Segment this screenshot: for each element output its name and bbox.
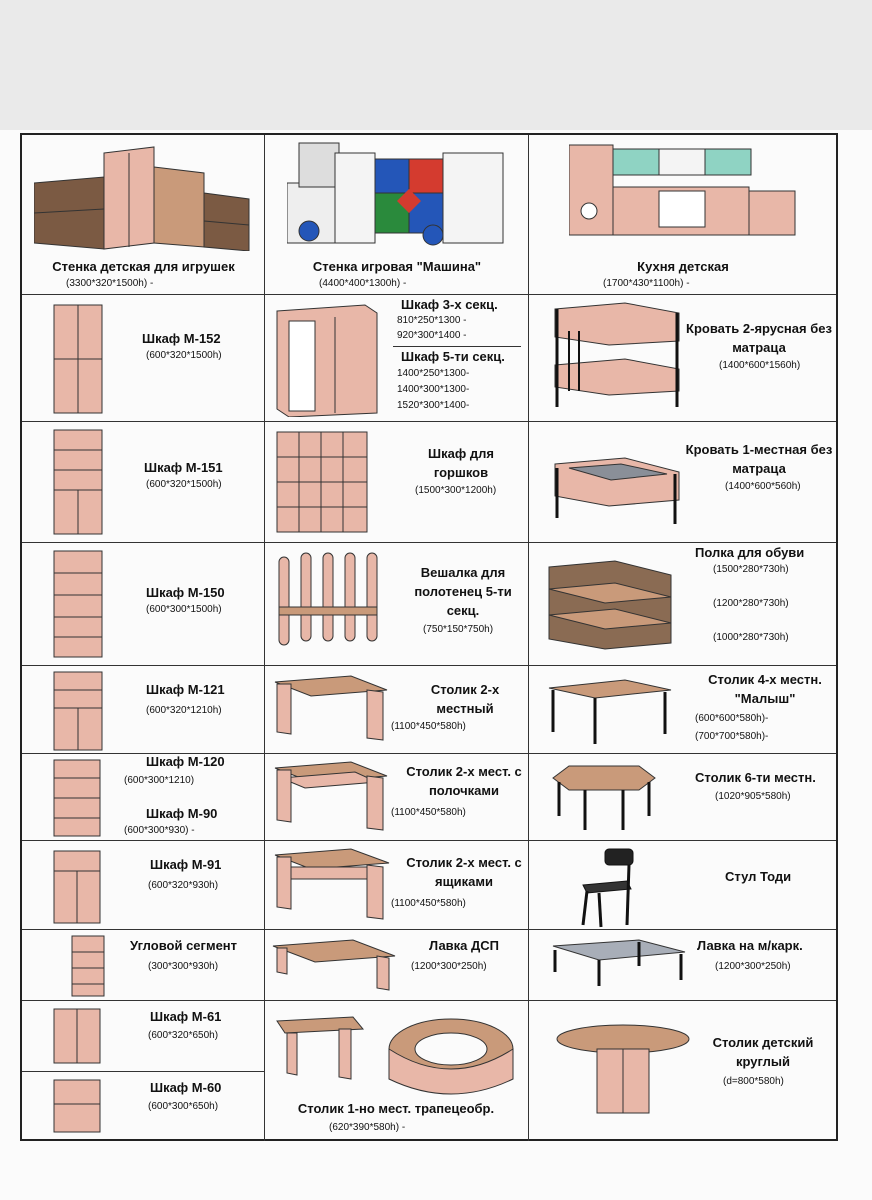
item-dims: (600*300*930) - — [124, 825, 195, 836]
item-dims: (1200*280*730h) — [713, 598, 789, 609]
item-sectional-cabinet — [265, 295, 529, 422]
item-name: Лавка на м/карк. — [697, 938, 803, 953]
item-dims: (3300*320*1500h) - — [66, 278, 154, 289]
table-image — [549, 760, 659, 836]
item-dims: (1700*430*1100h) - — [603, 278, 690, 289]
cabinet-image — [52, 303, 108, 415]
item-m121 — [22, 666, 265, 754]
item-name: Столик 6-ти местн. — [695, 770, 816, 785]
item-dims: (1020*905*580h) — [715, 791, 791, 802]
item-name: Столик 1-но мест. трапецеобр. — [297, 1101, 495, 1116]
item-dims: (4400*400*1300h) - — [319, 278, 407, 289]
item-name: Шкаф М-150 — [146, 585, 225, 600]
item-m61 — [22, 1001, 265, 1072]
item-name: Шкаф М-61 — [150, 1009, 222, 1024]
item-name: Стенка игровая "Машина" — [312, 259, 482, 274]
item-table-6 — [529, 754, 836, 841]
item-name: Вешалка для полотенец 5-ти секц. — [414, 565, 512, 618]
desk-image — [271, 674, 391, 744]
item-m150 — [22, 543, 265, 666]
item-dims: 1520*300*1400- — [397, 400, 470, 411]
item-name: Столик 2-х мест. с полочками — [406, 764, 522, 798]
item-dims: (1100*450*580h) — [391, 898, 466, 909]
towel-rack-image — [275, 547, 387, 657]
item-desk-shelves — [265, 754, 529, 841]
cabinet-image — [52, 758, 108, 838]
item-bench-dsp — [265, 930, 529, 1001]
item-dims: (600*600*580h)- — [695, 713, 769, 724]
item-corner-segment — [22, 930, 265, 1001]
item-bunk-bed — [529, 295, 836, 422]
item-dims: (620*390*580h) - — [329, 1122, 406, 1133]
item-toy-wall — [22, 135, 265, 295]
corner-shelf-image — [68, 934, 108, 998]
single-bed-image — [545, 444, 685, 528]
item-table-4 — [529, 666, 836, 754]
item-dims: (300*300*930h) — [148, 961, 219, 972]
item-dims: 1400*300*1300- — [397, 384, 470, 395]
chair-image — [569, 845, 641, 929]
cabinet-image — [52, 428, 108, 538]
item-dims: 810*250*1300 - — [397, 315, 467, 326]
desk-image — [271, 760, 391, 834]
item-single-bed — [529, 422, 836, 543]
item-name: Шкаф М-91 — [150, 857, 222, 872]
item-dims: (1500*300*1200h) — [415, 485, 497, 496]
item-m120-m90 — [22, 754, 265, 841]
item-name: Шкаф М-151 — [144, 460, 223, 475]
item-name: Стенка детская для игрушек — [52, 259, 235, 274]
item-name: Шкаф М-152 — [142, 331, 221, 346]
item-desk-drawers — [265, 841, 529, 930]
item-dims: (d=800*580h) — [723, 1076, 784, 1087]
item-dims: (600*320*1210h) — [146, 705, 222, 716]
item-name: Столик 2-х местный — [430, 682, 500, 716]
scan-top-band — [0, 0, 872, 130]
item-dims: (600*300*1500h) — [146, 604, 222, 615]
car-wall-image — [287, 139, 507, 249]
item-dims: (750*150*750h) — [423, 624, 494, 635]
item-name: Шкаф М-90 — [146, 806, 218, 821]
item-towel-rack — [265, 543, 529, 666]
item-chair-todi — [529, 841, 836, 930]
item-dims: (1200*300*250h) — [411, 961, 487, 972]
item-dims: (1400*600*1560h) — [719, 360, 801, 371]
wardrobe-image — [275, 301, 379, 417]
item-dims: (1400*600*560h) — [725, 481, 801, 492]
cabinet-image — [52, 549, 108, 661]
item-name: Полка для обуви — [695, 545, 805, 560]
item-name: Столик 4-х местн. "Малыш" — [708, 672, 822, 706]
item-dims: (1000*280*730h) — [713, 632, 789, 643]
item-name: Стул Тоди — [725, 869, 792, 884]
item-dims: (600*320*650h) — [148, 1030, 219, 1041]
item-name: Шкаф М-120 — [146, 754, 225, 769]
potty-cabinet-image — [275, 428, 375, 538]
item-m91 — [22, 841, 265, 930]
item-m152 — [22, 295, 265, 422]
item-name: Шкаф 3-х секц. — [401, 297, 498, 312]
desk-image — [271, 847, 393, 923]
item-dims: (1500*280*730h) — [713, 564, 789, 575]
item-trapezoid-table — [265, 1001, 529, 1141]
toy-wall-image — [34, 143, 254, 251]
round-table-image — [553, 1023, 693, 1123]
item-name: Шкаф 5-ти секц. — [401, 349, 505, 364]
item-bench-metal — [529, 930, 836, 1001]
cabinet-image — [52, 849, 108, 925]
item-dims: (1100*450*580h) — [391, 807, 466, 818]
item-name: Кровать 2-ярусная без матраца — [686, 321, 832, 355]
trapezoid-table-image — [273, 1009, 519, 1101]
item-name: Шкаф для горшков — [428, 446, 494, 480]
bunk-bed-image — [545, 301, 685, 411]
item-name: Угловой сегмент — [130, 938, 238, 953]
item-dims: (600*320*1500h) — [146, 479, 222, 490]
item-name: Столик детский круглый — [712, 1035, 814, 1069]
item-dims: 1400*250*1300- — [397, 368, 470, 379]
item-m60 — [22, 1072, 265, 1141]
item-name: Шкаф М-60 — [150, 1080, 222, 1095]
item-name: Столик 2-х мест. с ящиками — [406, 855, 522, 889]
cabinet-image — [52, 1007, 106, 1065]
item-m151 — [22, 422, 265, 543]
cabinet-image — [52, 1078, 106, 1134]
item-round-table — [529, 1001, 836, 1141]
bench-image — [549, 938, 689, 994]
item-name: Шкаф М-121 — [146, 682, 225, 697]
item-potty-cabinet — [265, 422, 529, 543]
item-name: Лавка ДСП — [429, 938, 500, 953]
item-name: Кухня детская — [637, 259, 729, 274]
item-dims: (600*300*1210) — [124, 775, 195, 786]
kitchen-image — [569, 141, 799, 241]
item-dims: (700*700*580h)- — [695, 731, 769, 742]
item-desk-2 — [265, 666, 529, 754]
item-dims: (600*300*650h) — [148, 1101, 219, 1112]
cabinet-image — [52, 670, 108, 752]
item-kitchen — [529, 135, 836, 295]
bench-image — [269, 938, 399, 994]
item-car-wall — [265, 135, 529, 295]
item-dims: (1200*300*250h) — [715, 961, 791, 972]
shoe-shelf-image — [545, 559, 675, 651]
item-shoe-shelf — [529, 543, 836, 666]
table-image — [545, 676, 675, 750]
item-dims: (600*320*930h) — [148, 880, 219, 891]
catalog-table — [20, 133, 838, 1141]
item-dims: 920*300*1400 - — [397, 330, 467, 341]
item-dims: (1100*450*580h) — [391, 721, 466, 732]
item-name: Кровать 1-местная без матраца — [685, 442, 833, 476]
item-dims: (600*320*1500h) — [146, 350, 222, 361]
